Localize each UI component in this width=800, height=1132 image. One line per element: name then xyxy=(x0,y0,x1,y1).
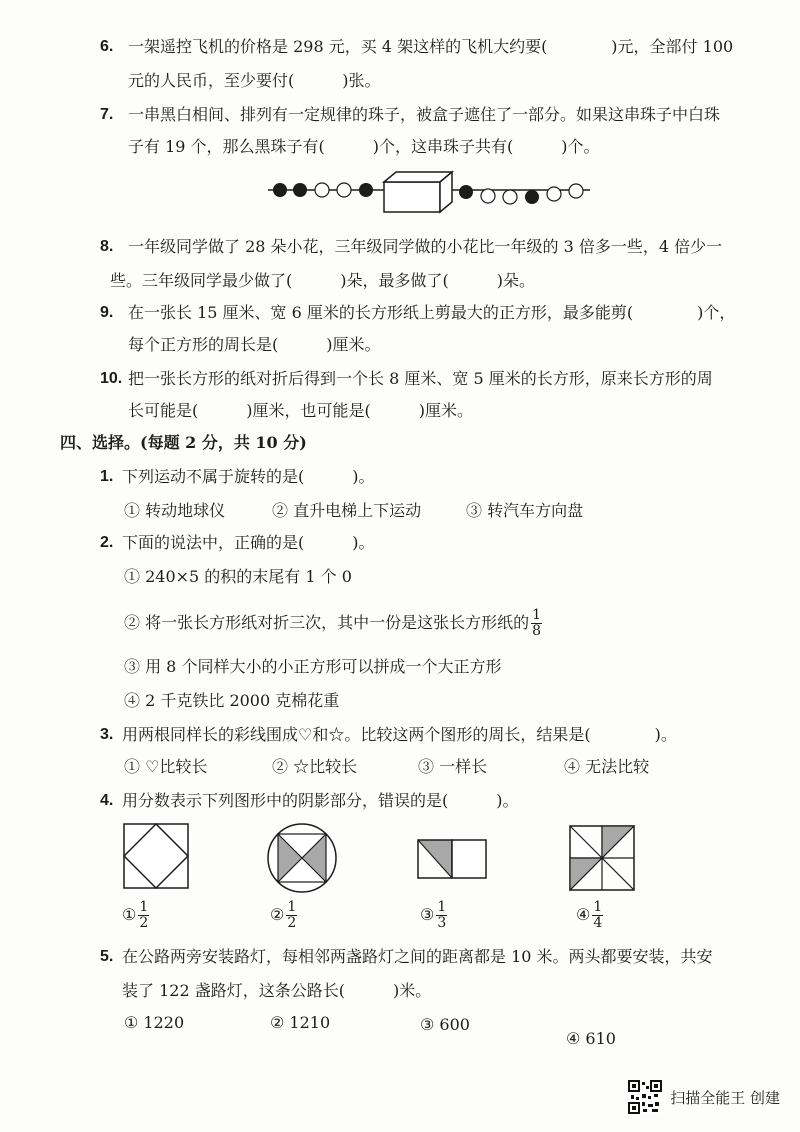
c5-line1: 在公路两旁安装路灯，每相邻两盏路灯之间的距离都是 10 米。两头都要安装，共安 xyxy=(122,947,713,966)
q6-line2: 元的人民币，至少要付( )张。 xyxy=(128,71,381,90)
q10-line2: 长可能是( )厘米，也可能是( )厘米。 xyxy=(128,401,473,420)
c3-option-2: ② ☆比较长 xyxy=(272,757,358,776)
q8-line1: 一年级同学做了 28 朵小花，三年级同学做的小花比一年级的 3 倍多一些，4 倍少一 xyxy=(128,237,723,256)
c2-number: 2. xyxy=(100,534,114,551)
c5-option-1: ① 1220 xyxy=(124,1013,185,1032)
c5-number: 5. xyxy=(100,948,114,965)
c4-option-2: ② $\frac{1}{2}$ xyxy=(270,899,297,931)
figure-eight-triangles xyxy=(570,826,634,890)
figure-circle-square xyxy=(268,824,336,892)
q8-number: 8. xyxy=(100,238,114,255)
q7-line1: 一串黑白相间、排列有一定规律的珠子，被盒子遮住了一部分。如果这串珠子中白珠 xyxy=(128,105,721,124)
c3-option-4: ④ 无法比较 xyxy=(564,757,650,776)
c5-line2: 装了 122 盏路灯，这条公路长( )米。 xyxy=(122,981,432,1000)
c5-option-3: ③ 600 xyxy=(420,1015,470,1034)
q7-number: 7. xyxy=(100,106,114,123)
q7-line2: 子有 19 个，那么黑珠子有( )个，这串珠子共有( )个。 xyxy=(128,137,600,156)
c2-option-3: ③ 用 8 个同样大小的小正方形可以拼成一个大正方形 xyxy=(124,657,502,676)
c5-option-2: ② 1210 xyxy=(270,1013,331,1032)
c1-number: 1. xyxy=(100,468,114,485)
q6-number: 6. xyxy=(100,38,114,55)
c4-text: 用分数表示下列图形中的阴影部分，错误的是( )。 xyxy=(122,791,519,810)
section4-title: 四、选择。(每题 2 分，共 10 分) xyxy=(60,433,307,452)
c1-option-3: ③ 转汽车方向盘 xyxy=(466,501,584,520)
q8-line2: 些。三年级同学最少做了( )朵，最多做了( )朵。 xyxy=(110,271,535,290)
q10-number: 10. xyxy=(100,370,123,387)
c3-text: 用两根同样长的彩线围成♡和☆。比较这两个图形的周长，结果是( )。 xyxy=(122,725,677,744)
c4-number: 4. xyxy=(100,792,114,809)
q10-line1: 把一张长方形的纸对折后得到一个长 8 厘米、宽 5 厘米的长方形，原来长方形的周 xyxy=(128,369,713,388)
c4-option-4: ④ $\frac{1}{4}$ xyxy=(576,899,603,931)
c2-fraction: $\frac{1}{8}$ xyxy=(532,607,542,639)
c2-text: 下面的说法中，正确的是( )。 xyxy=(122,533,375,552)
c4-option-1: ① $\frac{1}{2}$ xyxy=(122,899,149,931)
c3-option-3: ③ 一样长 xyxy=(418,757,488,776)
q9-number: 9. xyxy=(100,304,114,321)
c3-option-1: ① ♡比较长 xyxy=(124,757,208,776)
c5-option-4: ④ 610 xyxy=(566,1029,616,1048)
scanner-brand-text: 扫描全能王 创建 xyxy=(670,1088,780,1107)
c4-option-3: ③ $\frac{1}{3}$ xyxy=(420,899,447,931)
c1-text: 下列运动不属于旋转的是( )。 xyxy=(122,467,375,486)
q9-line2: 每个正方形的周长是( )厘米。 xyxy=(128,335,381,354)
c2-option-4: ④ 2 千克铁比 2000 克棉花重 xyxy=(124,691,340,710)
c2-option-2-text: ② 将一张长方形纸对折三次，其中一份是这张长方形纸的 xyxy=(124,613,530,632)
q9-line1: 在一张长 15 厘米、宽 6 厘米的长方形纸上剪最大的正方形，最多能剪( )个， xyxy=(128,303,736,322)
q6-line1: 一架遥控飞机的价格是 298 元，买 4 架这样的飞机大约要( )元，全部付 100 xyxy=(128,37,734,56)
scanner-watermark xyxy=(628,1080,780,1114)
qr-code-icon xyxy=(628,1080,662,1114)
c1-option-1: ① 转动地球仪 xyxy=(124,501,226,520)
c3-number: 3. xyxy=(100,726,114,743)
figure-square-diamond xyxy=(124,824,188,888)
c1-option-2: ② 直升电梯上下运动 xyxy=(272,501,422,520)
c2-option-1: ① 240×5 的积的末尾有 1 个 0 xyxy=(124,567,352,586)
figure-two-squares xyxy=(418,840,486,878)
